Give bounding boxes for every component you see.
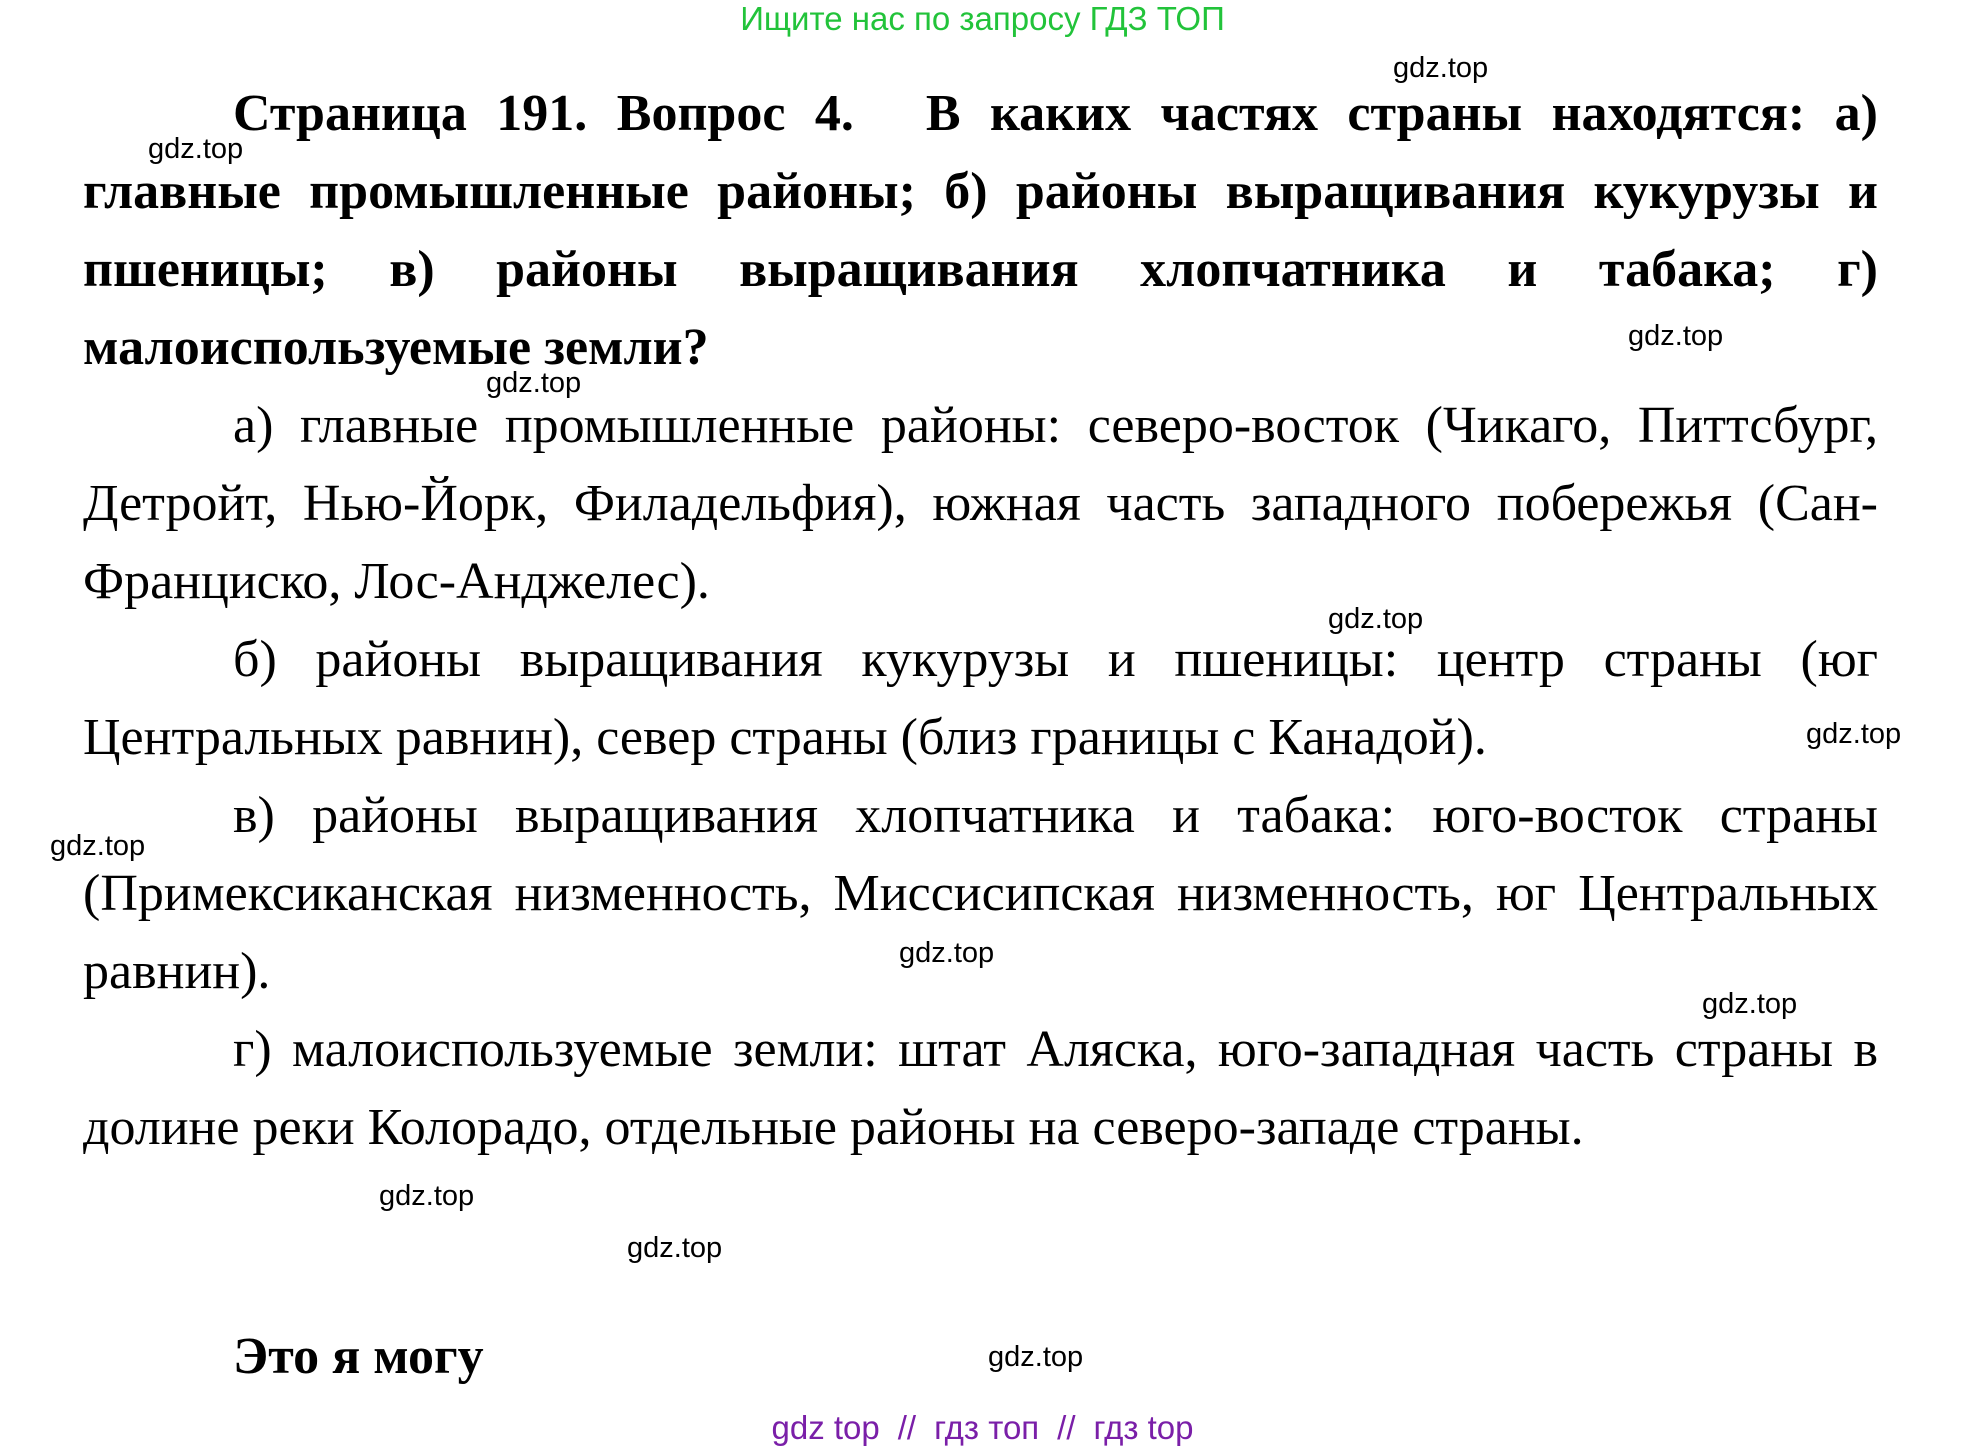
document-body — [83, 75, 1878, 1167]
answer-a: а) главные промышленные районы: северо-восток (Чикаго, Питтсбург, Детройт, Нью-Йорк, Филадельфия), южная часть западного побережья (Сан-Франциско, Лос-Анджелес). — [83, 397, 1878, 610]
footer-link-2[interactable]: гдз топ — [934, 1409, 1040, 1446]
question-number: Страница 191. Вопрос 4. — [233, 85, 854, 142]
footer-link-3[interactable]: гдз top — [1093, 1409, 1194, 1446]
watermark: gdz.top — [627, 1232, 723, 1264]
watermark: gdz.top — [379, 1180, 475, 1212]
footer-links — [0, 1410, 1965, 1446]
watermark: gdz.top — [988, 1341, 1084, 1373]
watermark: gdz.top — [1806, 718, 1902, 750]
footer-link-1[interactable]: gdz top — [771, 1409, 880, 1446]
watermark: gdz.top — [1393, 52, 1489, 84]
watermark: gdz.top — [1328, 603, 1424, 635]
answer-c: в) районы выращивания хлопчатника и табака: юго-восток страны (Примексиканская низменность, Миссисипская низменность, юг Центральных равнин). — [83, 787, 1878, 1000]
footer-separator: // — [1057, 1409, 1076, 1446]
watermark: gdz.top — [148, 133, 244, 165]
watermark: gdz.top — [1628, 320, 1724, 352]
question-text: В каких частях страны находятся: а) главные промышленные районы; б) районы выращивания кукурузы и пшеницы; в) районы выращивания хлопчатника и табака; г) малоиспользуемые земли? — [83, 85, 1878, 376]
section-title: Это я могу — [233, 1328, 484, 1385]
watermark: gdz.top — [50, 830, 146, 862]
answer-b: б) районы выращивания кукурузы и пшеницы: центр страны (юг Центральных равнин), север страны (близ границы с Канадой). — [83, 631, 1878, 766]
watermark: gdz.top — [1702, 988, 1798, 1020]
watermark: gdz.top — [486, 367, 582, 399]
answer-d: г) малоиспользуемые земли: штат Аляска, юго-западная часть страны в долине реки Колорадо, отдельные районы на северо-западе страны. — [83, 1021, 1878, 1156]
footer-separator: // — [897, 1409, 917, 1446]
top-banner: Ищите нас по запросу ГДЗ ТОП — [740, 0, 1225, 37]
watermark: gdz.top — [899, 937, 995, 969]
question-paragraph — [83, 75, 1878, 387]
